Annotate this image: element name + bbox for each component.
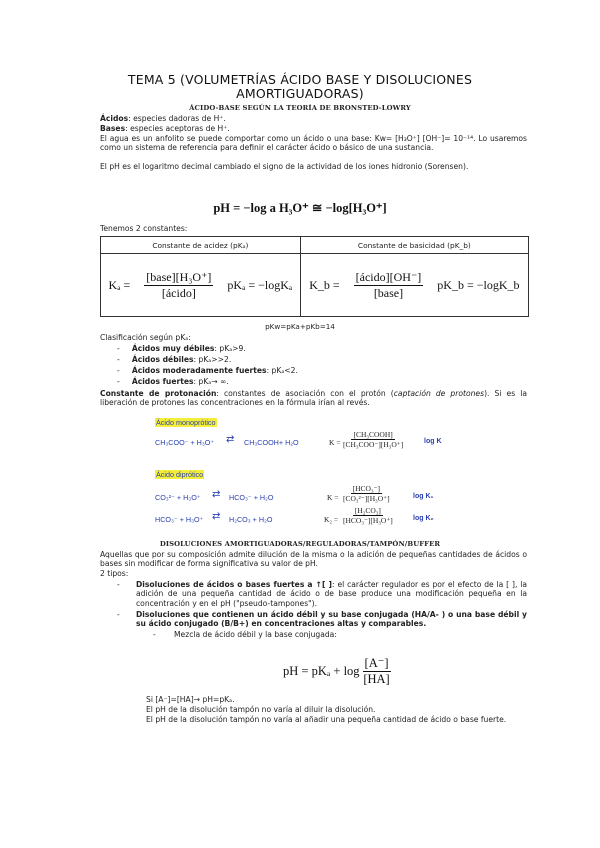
mono-lhs: CH₃COO⁻ + H₃O⁺ xyxy=(155,438,215,447)
kb-denominator: [base] xyxy=(373,285,404,300)
di2-k: K₂ = xyxy=(324,515,339,524)
kb-fraction xyxy=(354,270,424,301)
hh-denominator: [HA] xyxy=(363,672,390,686)
di1-denominator: [CO₃²⁻][H₃O⁺] xyxy=(343,494,390,503)
list-item: - Ácidos débiles: pKₐ>>2. xyxy=(117,355,232,364)
mono-denominator: [CH₃COO⁻][H₃O⁺] xyxy=(343,440,404,449)
ka-denominator: [ácido] xyxy=(161,285,196,300)
basicidad-header: Constante de basicidad (pK_b) xyxy=(300,237,528,254)
section-heading-buffer: DISOLUCIONES AMORTIGUADORAS/REGULADORAS/TAMPÓN/BUFFER xyxy=(159,540,441,548)
protonacion-paragraph xyxy=(100,389,527,408)
dash-marker: - xyxy=(117,610,120,619)
clasificacion-intro: Clasificación según pKₐ: xyxy=(100,333,191,342)
section-heading-bronsted: ÁCIDO-BASE SEGÚN LA TEORÍA DE BRONSTED-LOWRY xyxy=(189,104,411,112)
ph-formula: pH = −log a H₃O⁺ ≅ −log[H₃O⁺] xyxy=(213,201,387,215)
ka-cell xyxy=(101,254,301,317)
acidos-line xyxy=(100,114,527,123)
pkb-formula: pK_b = −logK_b xyxy=(437,277,520,292)
equilibrium-arrow-icon: ⇄ xyxy=(226,434,235,445)
list-item: - Ácidos muy débiles: pKₐ>9. xyxy=(117,344,246,353)
hh-fraction xyxy=(363,655,391,687)
monoprotico-label: Ácido monoprótico xyxy=(156,418,216,427)
equilibrium-arrow-icon: ⇄ xyxy=(212,511,221,522)
tipo2-label: Disoluciones que contienen un ácido débil y su base conjugada (HA/A- ) o una base débil y su ácido conjugado (B/B+) en concentraciones altas y comparables. xyxy=(136,610,527,629)
mono-log-k: log K xyxy=(424,438,442,445)
hh-lhs: pH = pKₐ + log xyxy=(283,663,360,678)
ka-lhs: Kₐ = xyxy=(108,277,131,292)
buffer-intro: Aquellas que por su composición admite dilución de la misma o la adición de pequeñas cantidades de ácidos o bases sin modificar de forma significativa su valor de pH. xyxy=(100,550,527,569)
protonacion-text2: ). Si es la liberación de protones las concentraciones en la fórmula irían al revés. xyxy=(100,389,527,408)
acidos-label: Ácidos xyxy=(100,114,129,123)
tipo1-paragraph xyxy=(136,580,527,608)
mono-k: K = xyxy=(329,438,341,447)
di1-log-k: log K₁ xyxy=(413,493,434,500)
tipo2-paragraph xyxy=(136,610,527,629)
kb-cell xyxy=(300,254,528,317)
mono-numerator: [CH₃COOH] xyxy=(353,430,393,439)
di1-numerator: [HCO₃⁻] xyxy=(352,484,381,493)
protonacion-label: Constante de protonación xyxy=(100,389,217,398)
list-item-label: Ácidos débiles xyxy=(131,355,194,364)
di2-rhs: H₂CO₃ + H₂O xyxy=(229,515,273,524)
list-item-text: : pKₐ→ ∞. xyxy=(193,377,229,386)
acidos-text: : especies dadoras de H⁺. xyxy=(128,114,226,123)
di1-lhs: CO₃²⁻ + H₃O⁺ xyxy=(155,493,201,502)
note-line: Si [A⁻]=[HA]→ pH=pKₐ. xyxy=(146,695,235,704)
protonacion-italic: captación de protones xyxy=(393,389,485,398)
bases-label: Bases xyxy=(100,124,126,133)
list-item-text: : pKₐ<2. xyxy=(266,366,298,375)
equilibrium-arrow-icon: ⇄ xyxy=(212,489,221,500)
list-item-label: Ácidos moderadamente fuertes xyxy=(131,366,267,375)
di2-denominator: [HCO₃⁻][H₃O⁺] xyxy=(343,516,393,525)
di1-k: K = xyxy=(327,493,339,502)
di1-fraction xyxy=(343,484,390,503)
acidez-header: Constante de acidez (pKₐ) xyxy=(101,237,301,254)
title-line-1: TEMA 5 (VOLUMETRÍAS ÁCIDO BASE Y DISOLUCIONES xyxy=(127,72,473,87)
mezcla-text: Mezcla de ácido débil y la base conjugada: xyxy=(174,630,337,639)
note-line: El pH de la disolución tampón no varía al diluir la disolución. xyxy=(146,705,376,714)
kb-numerator: [ácido][OH⁻] xyxy=(355,269,422,284)
di1-rhs: HCO₃⁻ + H₂O xyxy=(229,493,274,502)
dash-marker: - xyxy=(153,630,156,639)
bases-line xyxy=(100,124,527,133)
hh-numerator: [A⁻] xyxy=(364,656,389,670)
dash-marker: - xyxy=(117,580,120,589)
protonacion-text1: : constantes de asociación con el protón ( xyxy=(216,389,394,398)
pkw-relation: pKw=pKa+pKb=14 xyxy=(265,322,335,331)
kb-lhs: K_b = xyxy=(309,277,340,292)
list-item: - Ácidos fuertes: pKₐ→ ∞. xyxy=(117,377,229,386)
di2-fraction xyxy=(343,506,393,525)
bases-text: : especies aceptoras de H⁺. xyxy=(125,124,230,133)
ka-fraction xyxy=(144,270,213,301)
constants-table xyxy=(100,236,529,317)
mono-fraction xyxy=(343,430,403,449)
list-item-text: : pKₐ>9. xyxy=(214,344,246,353)
list-item-label: Ácidos fuertes xyxy=(131,377,194,386)
ph-paragraph: El pH es el logaritmo decimal cambiado el signo de la actividad de los iones hidronio (Sorensen). xyxy=(100,162,469,171)
ka-numerator: [base][H₃O⁺] xyxy=(146,269,212,284)
list-item-label: Ácidos muy débiles xyxy=(131,344,215,353)
tenemos-text: Tenemos 2 constantes: xyxy=(100,224,188,233)
mono-rhs: CH₃COOH+ H₂O xyxy=(244,438,299,447)
di2-numerator: [H₂CO₃] xyxy=(354,506,381,515)
list-item: - Ácidos moderadamente fuertes: pKₐ<2. xyxy=(117,366,298,375)
tipos-text: 2 tipos: xyxy=(100,569,129,578)
tipo1-text: : el carácter regulador es por el efecto de la [ ], la adición de una pequeña cantidad de ácido o de base produce una modificación pequeña en la concentración y en el pH ("pseudo-tampones"). xyxy=(136,580,527,608)
list-item-text: : pKₐ>>2. xyxy=(193,355,232,364)
di2-lhs: HCO₃⁻ + H₃O⁺ xyxy=(155,515,204,524)
tipo1-label: Disoluciones de ácidos o bases fuertes a ↑[ ] xyxy=(136,580,333,589)
title-line-2: AMORTIGUADORAS) xyxy=(236,86,364,101)
diprotico-label: Ácido diprótico xyxy=(156,470,204,479)
agua-paragraph: El agua es un anfolito se puede comportar como un ácido o una base: Kw= [H₃O⁺] [OH⁻]= 10⁻¹⁴. Lo usaremos como un sistema de referencia para definir el carácter ácido o básico de una sustancia. xyxy=(100,134,527,153)
note-line: El pH de la disolución tampón no varía al añadir una pequeña cantidad de ácido o base fuerte. xyxy=(146,715,507,724)
henderson-formula xyxy=(283,655,391,687)
di2-log-k: log K₂ xyxy=(413,515,434,522)
pka-formula: pKₐ = −logKₐ xyxy=(227,277,293,292)
